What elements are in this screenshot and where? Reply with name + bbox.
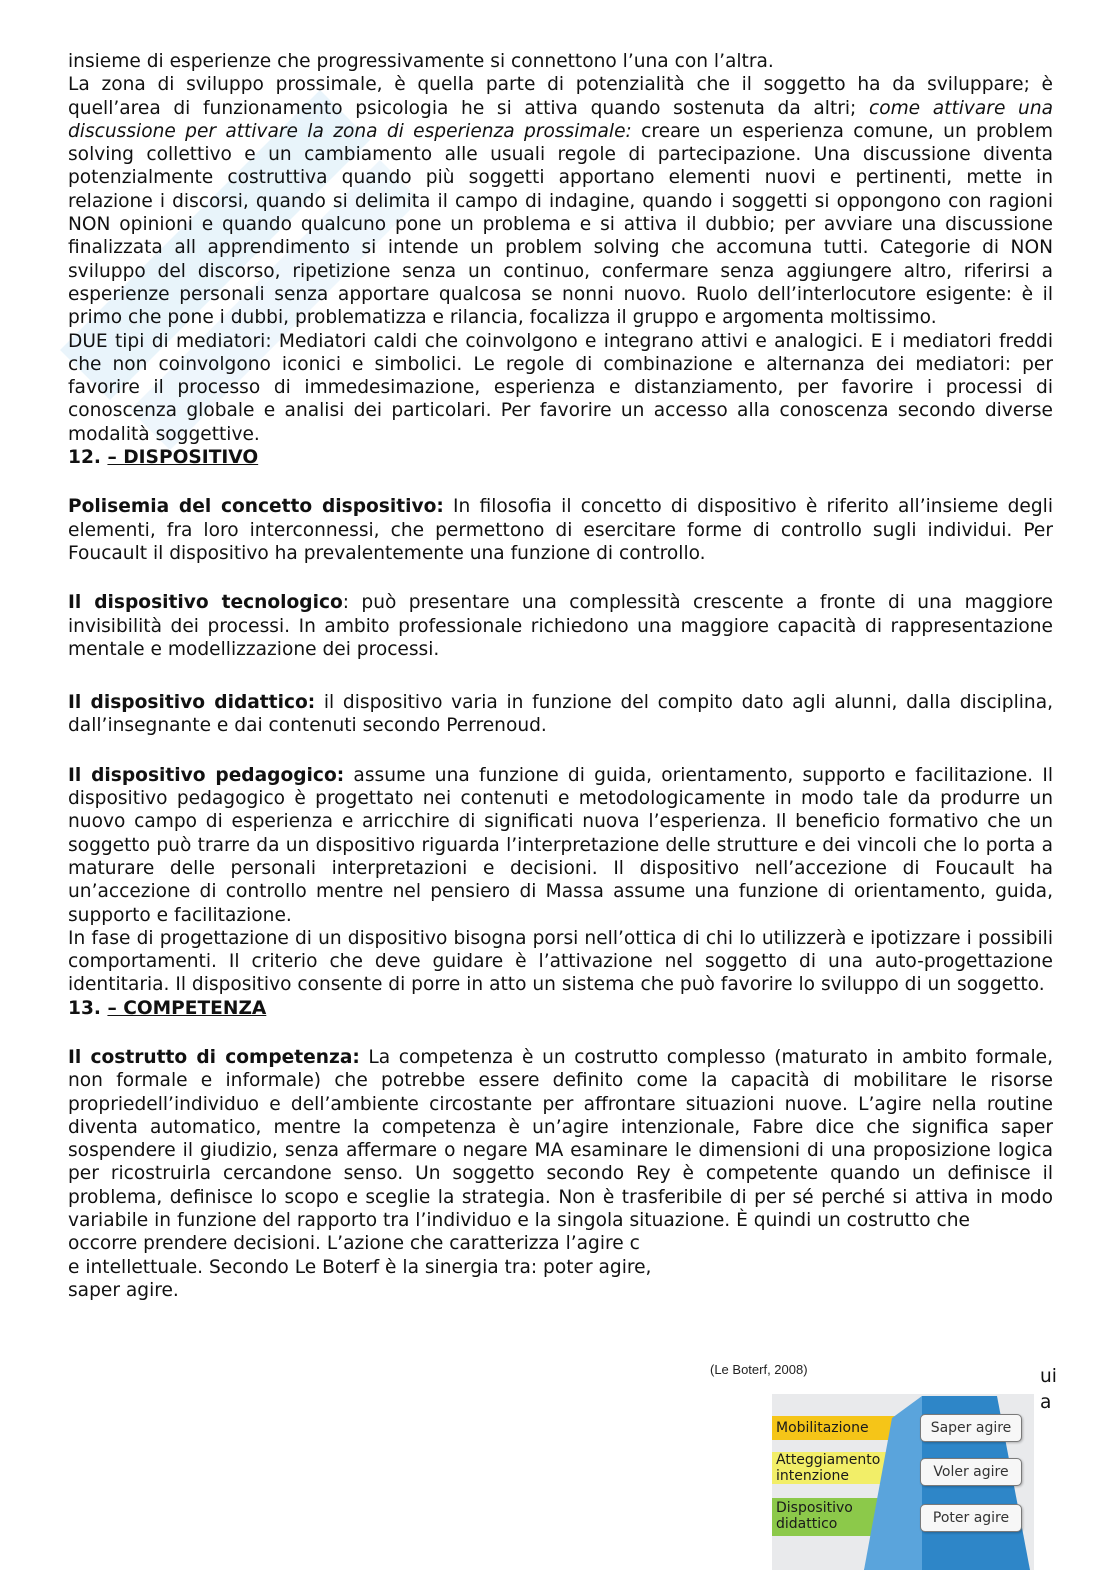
intro-text-b: creare un esperienza comune, un problem solving collettivo e un cambiamento alle usuali regole di partecipazione. Una discussione diventa potenzialmente costruttiva quando più soggetti apportano elementi nuovi e pertinenti, mette in relazione i discorsi, quando si delimita il campo di indagine, quando i soggetti si oppongono con ragioni NON opinioni e quando qualcuno pone un problema e si attiva il dubbio; per avviare una discussione finalizzata all apprendimento si intende un problem solving che accomuna tutti. Categorie di NON sviluppo del discorso, ripetizione senza un continuo, confermare senza aggiungere altro, riferirsi a esperienze personali senza apportare qualcosa se nonni nuovo. Ruolo dell’interlocutore esigente: è il primo che pone i dubbi, problematizza e rilancia, focalizza il gruppo e argomenta moltissimo. [68,120,1053,329]
didattico-paragraph [68,691,1053,738]
voler-agire-box: Voler agire [920,1458,1022,1486]
saper-agire-box: Saper agire [920,1414,1022,1442]
label-mobilitazione: Mobilitazione [776,1420,869,1436]
polisemia-text: In filosofia il concetto di dispositivo è riferito all’insieme degli elementi, fra loro interconnessi, che permettono di esercitare forme di controllo sugli individui. Per Foucault il dispositivo ha prevalentemente una funzione di controllo. [68,496,1053,564]
section-13-heading [68,997,1053,1020]
le-boterf-figure [710,1362,1040,1572]
polisemia-paragraph [68,495,1053,565]
didattico-term: Il dispositivo didattico: [68,692,316,714]
costrutto-text: La competenza è un costrutto complesso (maturato in ambito formale, non formale e informale) che potrebbe essere definito come la capacità di mobilitare le risorse propriedell’individuo e dell’ambiente circostante per affrontare situazioni nuove. L’agire nella routine diventa automatico, mentre la competenza è un’agire intenzionale, Fabre dice che significa saper sospendere il giudizio, senza affermare o negare MA esaminare le dimensioni di una proposizione logica per ricostruirla cercandone senso. Un soggetto secondo Rey è competente quando un definisce il problema, definisce lo scopo e sceglie la strategia. Non è trasferibile di per sé perché si attiva in modo variabile in funzione del rapporto tra l’individuo e la singola situazione. È quindi un costrutto che [68,1046,1053,1232]
section-12-number: 12. [68,447,101,469]
intro-text-italic: come attivare una discussione per attivare la zona di esperienza prossimale: [68,97,1053,142]
label-atteggiamento: Atteggiamento intenzione [776,1452,881,1484]
section-12-heading [68,446,1053,469]
label-dispositivo: Dispositivo didattico [776,1500,853,1532]
section-12-title: – DISPOSITIVO [107,447,259,469]
intellettuale-text: e intellettuale. Secondo Le Boterf è la sinergia tra: poter agire, [68,1256,652,1278]
pedagogico-paragraph [68,764,1053,927]
poter-agire-box: Poter agire [920,1504,1022,1532]
section-13-number: 13. [68,997,101,1019]
tecnologico-paragraph [68,591,1053,661]
occorre-line [68,1232,1053,1255]
tecnologico-term: Il dispositivo tecnologico [68,592,343,614]
intro-paragraph-2 [68,73,1053,329]
edge-fragment-ui: ui [1040,1366,1057,1387]
figure-caption: (Le Boterf, 2008) [710,1362,808,1377]
edge-fragment-a: a [1040,1392,1052,1413]
costrutto-term: Il costrutto di competenza: [68,1046,360,1068]
intellettuale-line [68,1256,1053,1279]
intro-text-a: La zona di sviluppo prossimale, è quella parte di potenzialità che il soggetto ha da sviluppare; è quell’area di funzionamento psicologia he si attiva quando sostenuta da altri; [68,74,1053,119]
pedagogico-term: Il dispositivo pedagogico: [68,764,345,786]
costrutto-paragraph [68,1046,1053,1232]
polisemia-term: Polisemia del concetto dispositivo: [68,496,444,518]
didattico-text: il dispositivo varia in funzione del compito dato agli alunni, dalla disciplina, dall’insegnante e dai contenuti secondo Perrenoud. [68,692,1053,737]
saper-line: saper agire. [68,1279,179,1301]
progettazione-paragraph: In fase di progettazione di un dispositivo bisogna porsi nell’ottica di chi lo utilizzerà e ipotizzare i possibili comportamenti. Il criterio che deve guidare è l’attivazione nel soggetto di una auto-progettazione identitaria. Il dispositivo consente di porre in atto un sistema che può favorire lo sviluppo di un soggetto. [68,927,1053,996]
figure-panel [772,1394,1034,1570]
document-page [68,50,1053,1302]
occorre-text: occorre prendere decisioni. L’azione che caratterizza l’agire c [68,1233,640,1255]
pedagogico-text: assume una funzione di guida, orientamento, supporto e facilitazione. Il dispositivo pedagogico è progettato nei contenuti e metodologicamente in modo tale da produrre un nuovo campo di esperienza e arricchire di significati nuova l’esperienza. Il beneficio formativo che un soggetto può trarre da un dispositivo riguarda l’interpretazione delle strutture e dei vincoli che lo porta a maturare delle personali interpretazioni e decisioni. Il dispositivo nell’accezione di Foucault ha un’accezione di controllo mentre nel pensiero di Massa assume una funzione di orientamento, guida, supporto e facilitazione. [68,764,1053,926]
intro-paragraph-1: insieme di esperienze che progressivamente si connettono l’una con l’altra. [68,51,774,72]
tecnologico-text: : può presentare una complessità crescente a fronte di una maggiore invisibilità dei processi. In ambito professionale richiedono una maggiore capacità di rappresentazione mentale e modellizzazione dei processi. [68,592,1053,660]
section-13-title: – COMPETENZA [107,997,267,1019]
intro-paragraph-3: DUE tipi di mediatori: Mediatori caldi che coinvolgono e integrano attivi e analogici. E i mediatori freddi che non coinvolgono iconici e simbolici. Le regole di combinazione e alternanza dei mediatori: per favorire il processo di immedesimazione, esperienza e distanziamento, per favorire i processi di conoscenza globale e analisi dei particolari. Per favorire un accesso alla conoscenza secondo diverse modalità soggettive. [68,330,1053,445]
